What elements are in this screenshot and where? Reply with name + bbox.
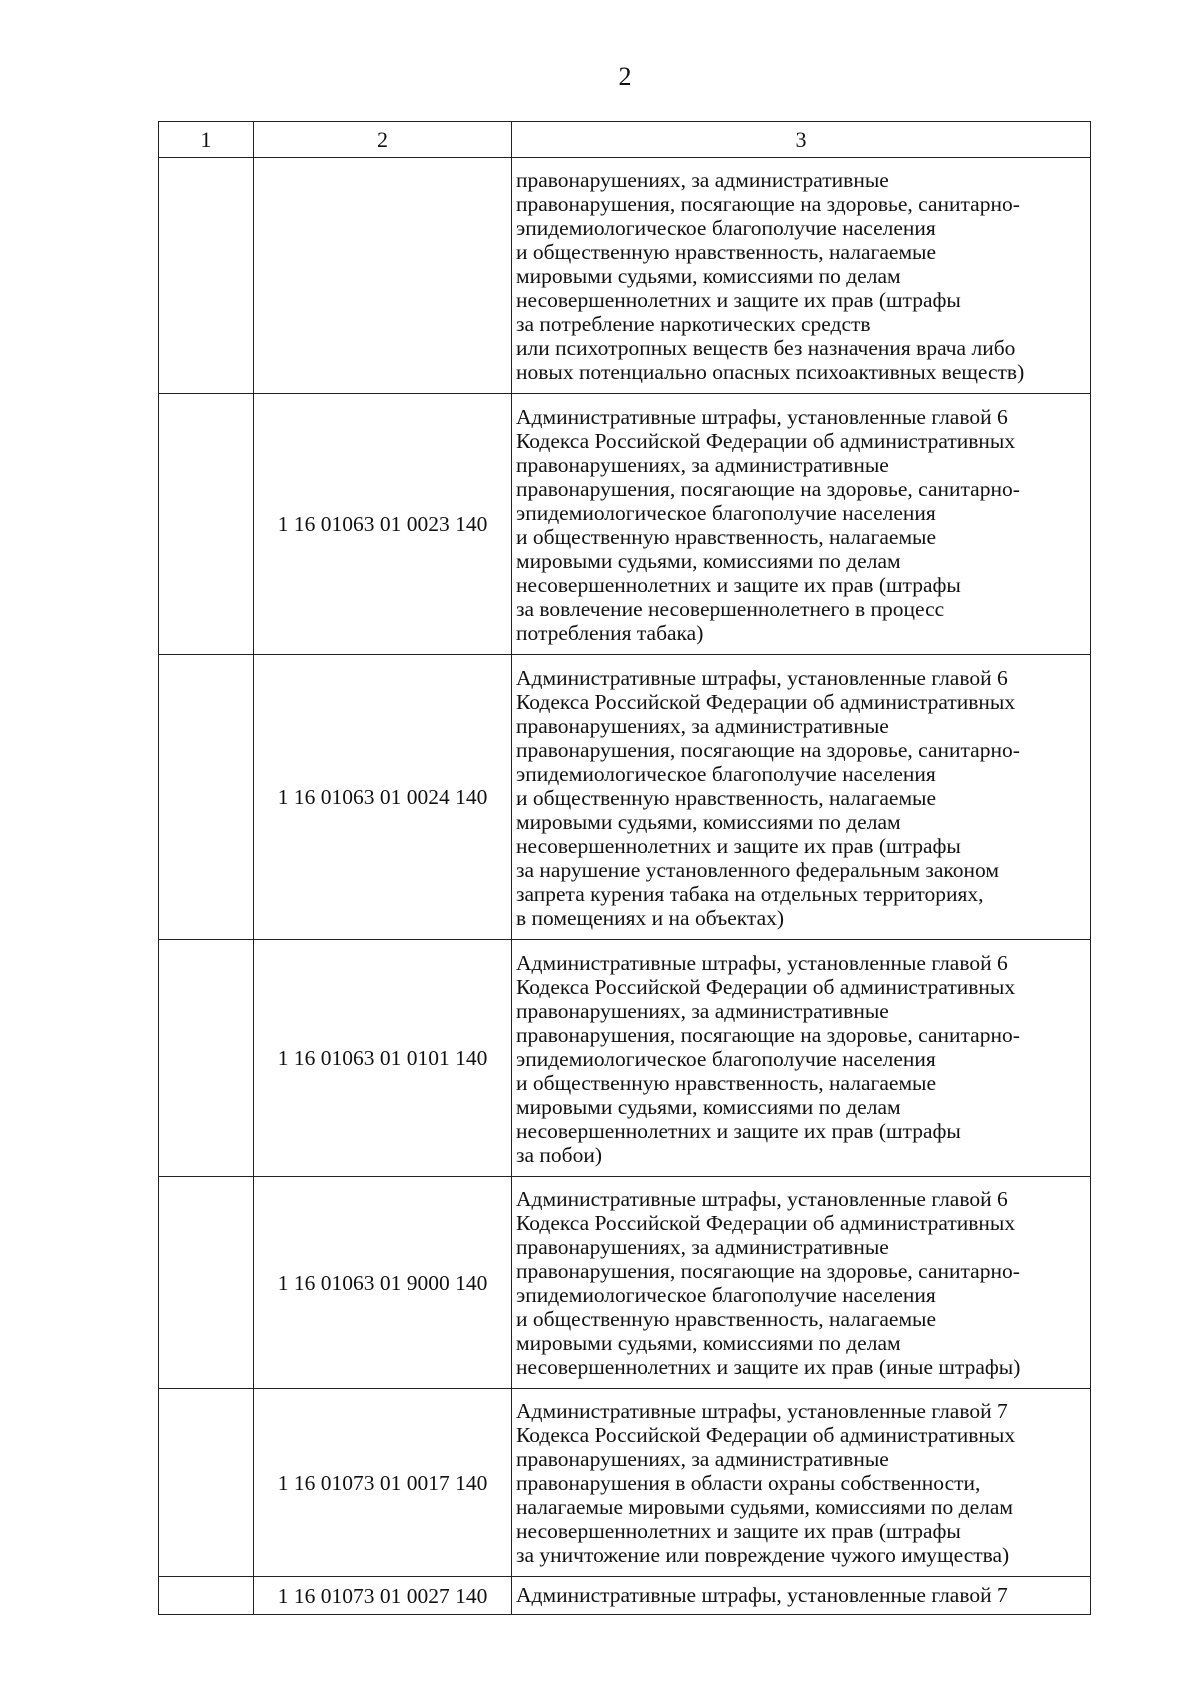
budget-code-cell: 1 16 01063 01 0101 140 (254, 940, 512, 1177)
row-number-cell (159, 1389, 254, 1577)
table-row (159, 655, 1091, 940)
description-cell: правонарушениях, за административные правонарушения, посягающие на здоровье, санитарно- эпидемиологическое благополучие населения и общественную нравственность, налагаемые мировыми судьями, комиссиями по делам несовершеннолетних и защите их прав (штрафы за потребление наркотических средств или психотропных веществ без назначения врача либо новых потенциально опасных психоактивных веществ) (512, 158, 1091, 394)
description-cell: Административные штрафы, установленные главой 7 (512, 1577, 1091, 1615)
description-cell: Административные штрафы, установленные главой 6 Кодекса Российской Федерации об административных правонарушениях, за административные правонарушения, посягающие на здоровье, санитарно- эпидемиологическое благополучие населения и общественную нравственность, налагаемые мировыми судьями, комиссиями по делам несовершеннолетних и защите их прав (штрафы за вовлечение несовершеннолетнего в процесс потребления табака) (512, 394, 1091, 655)
table-row (159, 1577, 1091, 1615)
page-number: 2 (618, 62, 632, 91)
table-row (159, 1177, 1091, 1389)
table-header-row (159, 122, 1091, 158)
description-cell: Административные штрафы, установленные главой 7 Кодекса Российской Федерации об административных правонарушениях, за административные правонарушения в области охраны собственности, налагаемые мировыми судьями, комиссиями по делам несовершеннолетних и защите их прав (штрафы за уничтожение или повреждение чужого имущества) (512, 1389, 1091, 1577)
table-row (159, 1389, 1091, 1577)
table-row (159, 158, 1091, 394)
budget-code-cell: 1 16 01073 01 0017 140 (254, 1389, 512, 1577)
description-cell: Административные штрафы, установленные главой 6 Кодекса Российской Федерации об административных правонарушениях, за административные правонарушения, посягающие на здоровье, санитарно- эпидемиологическое благополучие населения и общественную нравственность, налагаемые мировыми судьями, комиссиями по делам несовершеннолетних и защите их прав (штрафы за нарушение установленного федеральным законом запрета курения табака на отдельных территориях, в помещениях и на объектах) (512, 655, 1091, 940)
row-number-cell (159, 1577, 254, 1615)
budget-code-cell: 1 16 01063 01 0023 140 (254, 394, 512, 655)
budget-code-cell: 1 16 01073 01 0027 140 (254, 1577, 512, 1615)
row-number-cell (159, 940, 254, 1177)
row-number-cell (159, 158, 254, 394)
budget-code-cell (254, 158, 512, 394)
row-number-cell (159, 1177, 254, 1389)
budget-code-cell: 1 16 01063 01 9000 140 (254, 1177, 512, 1389)
description-cell: Административные штрафы, установленные главой 6 Кодекса Российской Федерации об административных правонарушениях, за административные правонарушения, посягающие на здоровье, санитарно- эпидемиологическое благополучие населения и общественную нравственность, налагаемые мировыми судьями, комиссиями по делам несовершеннолетних и защите их прав (штрафы за побои) (512, 940, 1091, 1177)
column-header-1: 1 (159, 122, 254, 158)
column-header-2: 2 (254, 122, 512, 158)
row-number-cell (159, 655, 254, 940)
budget-code-cell: 1 16 01063 01 0024 140 (254, 655, 512, 940)
table-row (159, 940, 1091, 1177)
budget-code-table (158, 121, 1091, 1615)
description-cell: Административные штрафы, установленные главой 6 Кодекса Российской Федерации об административных правонарушениях, за административные правонарушения, посягающие на здоровье, санитарно- эпидемиологическое благополучие населения и общественную нравственность, налагаемые мировыми судьями, комиссиями по делам несовершеннолетних и защите их прав (иные штрафы) (512, 1177, 1091, 1389)
row-number-cell (159, 394, 254, 655)
table-row (159, 394, 1091, 655)
column-header-3: 3 (512, 122, 1091, 158)
